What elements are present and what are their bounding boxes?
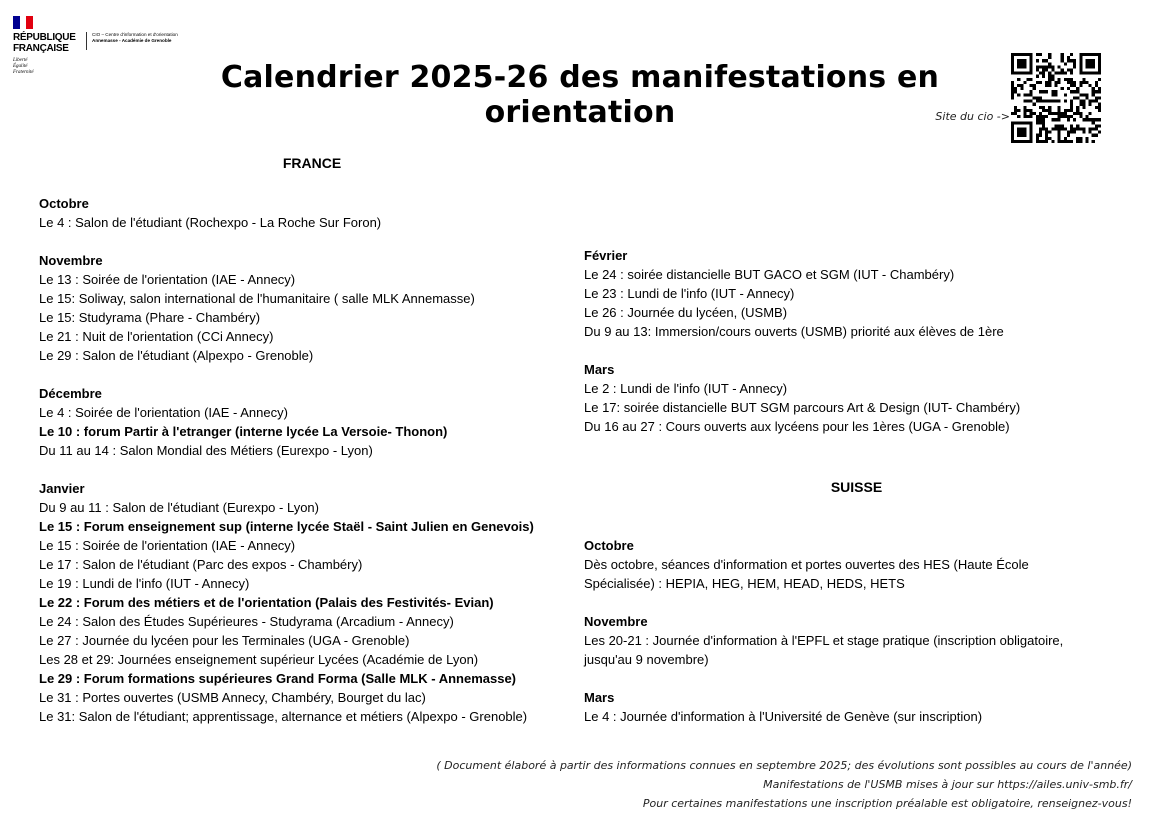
- event-line: Du 11 au 14 : Salon Mondial des Métiers (Eurexpo - Lyon): [39, 443, 373, 458]
- event-line: Le 17 : Salon de l'étudiant (Parc des expos - Chambéry): [39, 557, 363, 572]
- footer-line-1: ( Document élaboré à partir des informations connues en septembre 2025; des évolutions sont possibles au cours de l'année): [436, 759, 1132, 772]
- cio-line-2: Annemasse - Académie de Grenoble: [92, 38, 172, 43]
- month-heading: Octobre: [39, 196, 89, 211]
- qr-hint-text: Site du cio ->: [935, 110, 1010, 123]
- month-heading: Novembre: [584, 614, 648, 629]
- event-line: Le 29 : Salon de l'étudiant (Alpexpo - Grenoble): [39, 348, 314, 363]
- france-right-column: [584, 246, 1144, 436]
- france-left-column: [39, 194, 579, 726]
- motto-egalite: Égalité: [13, 64, 28, 69]
- event-line: Le 2 : Lundi de l'info (IUT - Annecy): [584, 381, 788, 396]
- event-line: Le 10 : forum Partir à l'etranger (interne lycée La Versoie- Thonon): [39, 424, 448, 439]
- event-line: Les 28 et 29: Journées enseignement supérieur Lycées (Académie de Lyon): [39, 652, 479, 667]
- month-spacer: [39, 232, 579, 251]
- month-spacer: [584, 341, 1144, 360]
- republique-francaise-logo: [13, 16, 76, 76]
- footer-notes: [436, 756, 1132, 813]
- month-heading: Janvier: [39, 481, 85, 496]
- month-heading: Novembre: [39, 253, 103, 268]
- event-line: Le 29 : Forum formations supérieures Grand Forma (Salle MLK - Annemasse): [39, 671, 517, 686]
- event-line: Le 27 : Journée du lycéen pour les Terminales (UGA - Grenoble): [39, 633, 410, 648]
- cio-line-1: CIO – Centre d'information et d'orientation: [92, 32, 178, 37]
- event-line: Le 31 : Portes ouvertes (USMB Annecy, Chambéry, Bourget du lac): [39, 690, 426, 705]
- event-line: Le 24 : soirée distancielle BUT GACO et SGM (IUT - Chambéry): [584, 267, 955, 282]
- page-title: Calendrier 2025-26 des manifestations en orientation: [220, 60, 940, 130]
- month-heading: Octobre: [584, 538, 634, 553]
- event-line: Le 15 : Soirée de l'orientation (IAE - Annecy): [39, 538, 296, 553]
- suisse-heading: SUISSE: [830, 479, 883, 495]
- event-line: Le 23 : Lundi de l'info (IUT - Annecy): [584, 286, 795, 301]
- logo-name-line2: FRANÇAISE: [13, 43, 69, 54]
- event-line: Les 20-21 : Journée d'information à l'EPFL et stage pratique (inscription obligatoire,: [584, 633, 1064, 648]
- event-line: Le 24 : Salon des Études Supérieures - Studyrama (Arcadium - Annecy): [39, 614, 454, 629]
- month-heading: Décembre: [39, 386, 102, 401]
- event-line: Le 21 : Nuit de l'orientation (CCi Annecy): [39, 329, 274, 344]
- event-line: Le 31: Salon de l'étudiant; apprentissage, alternance et métiers (Alpexpo - Grenoble): [39, 709, 528, 724]
- event-line: Spécialisée) : HEPIA, HEG, HEM, HEAD, HEDS, HETS: [584, 576, 905, 591]
- footer-line-2: Manifestations de l'USMB mises à jour sur https://ailes.univ-smb.fr/: [763, 778, 1132, 791]
- event-line: Le 19 : Lundi de l'info (IUT - Annecy): [39, 576, 250, 591]
- month-spacer: [39, 365, 579, 384]
- month-spacer: [584, 593, 1144, 612]
- logo-name-line1: RÉPUBLIQUE: [13, 32, 76, 43]
- motto-fraternite: Fraternité: [13, 70, 34, 75]
- month-heading: Mars: [584, 690, 615, 705]
- event-line: Du 9 au 11 : Salon de l'étudiant (Eurexpo - Lyon): [39, 500, 319, 515]
- month-spacer: [584, 669, 1144, 688]
- event-line: Le 17: soirée distancielle BUT SGM parcours Art & Design (IUT- Chambéry): [584, 400, 1021, 415]
- event-line: Le 22 : Forum des métiers et de l'orientation (Palais des Festivités- Evian): [39, 595, 494, 610]
- footer-line-3: Pour certaines manifestations une inscription préalable est obligatoire, renseignez-vous!: [642, 797, 1132, 810]
- event-line: Le 15: Studyrama (Phare - Chambéry): [39, 310, 261, 325]
- event-line: Le 4 : Salon de l'étudiant (Rochexpo - La Roche Sur Foron): [39, 215, 382, 230]
- event-line: Le 26 : Journée du lycéen, (USMB): [584, 305, 788, 320]
- suisse-column: [584, 536, 1144, 726]
- france-heading: FRANCE: [282, 155, 342, 171]
- cio-signature: [86, 32, 178, 50]
- month-heading: Mars: [584, 362, 615, 377]
- event-line: Du 16 au 27 : Cours ouverts aux lycéens pour les 1ères (UGA - Grenoble): [584, 419, 1010, 434]
- event-line: Du 9 au 13: Immersion/cours ouverts (USMB) priorité aux élèves de 1ère: [584, 324, 1004, 339]
- event-line: Dès octobre, séances d'information et portes ouvertes des HES (Haute École: [584, 557, 1029, 572]
- event-line: Le 15: Soliway, salon international de l'humanitaire ( salle MLK Annemasse): [39, 291, 475, 306]
- french-flag-icon: [13, 16, 33, 29]
- logo-motto: [13, 58, 73, 76]
- qr-code-icon[interactable]: [1011, 53, 1101, 143]
- event-line: Le 4 : Journée d'information à l'Université de Genève (sur inscription): [584, 709, 983, 724]
- event-line: jusqu'au 9 novembre): [584, 652, 709, 667]
- event-line: Le 13 : Soirée de l'orientation (IAE - Annecy): [39, 272, 296, 287]
- month-heading: Février: [584, 248, 628, 263]
- event-line: Le 4 : Soirée de l'orientation (IAE - Annecy): [39, 405, 288, 420]
- month-spacer: [39, 460, 579, 479]
- motto-liberte: Liberté: [13, 58, 28, 63]
- event-line: Le 15 : Forum enseignement sup (interne lycée Staël - Saint Julien en Genevois): [39, 519, 534, 534]
